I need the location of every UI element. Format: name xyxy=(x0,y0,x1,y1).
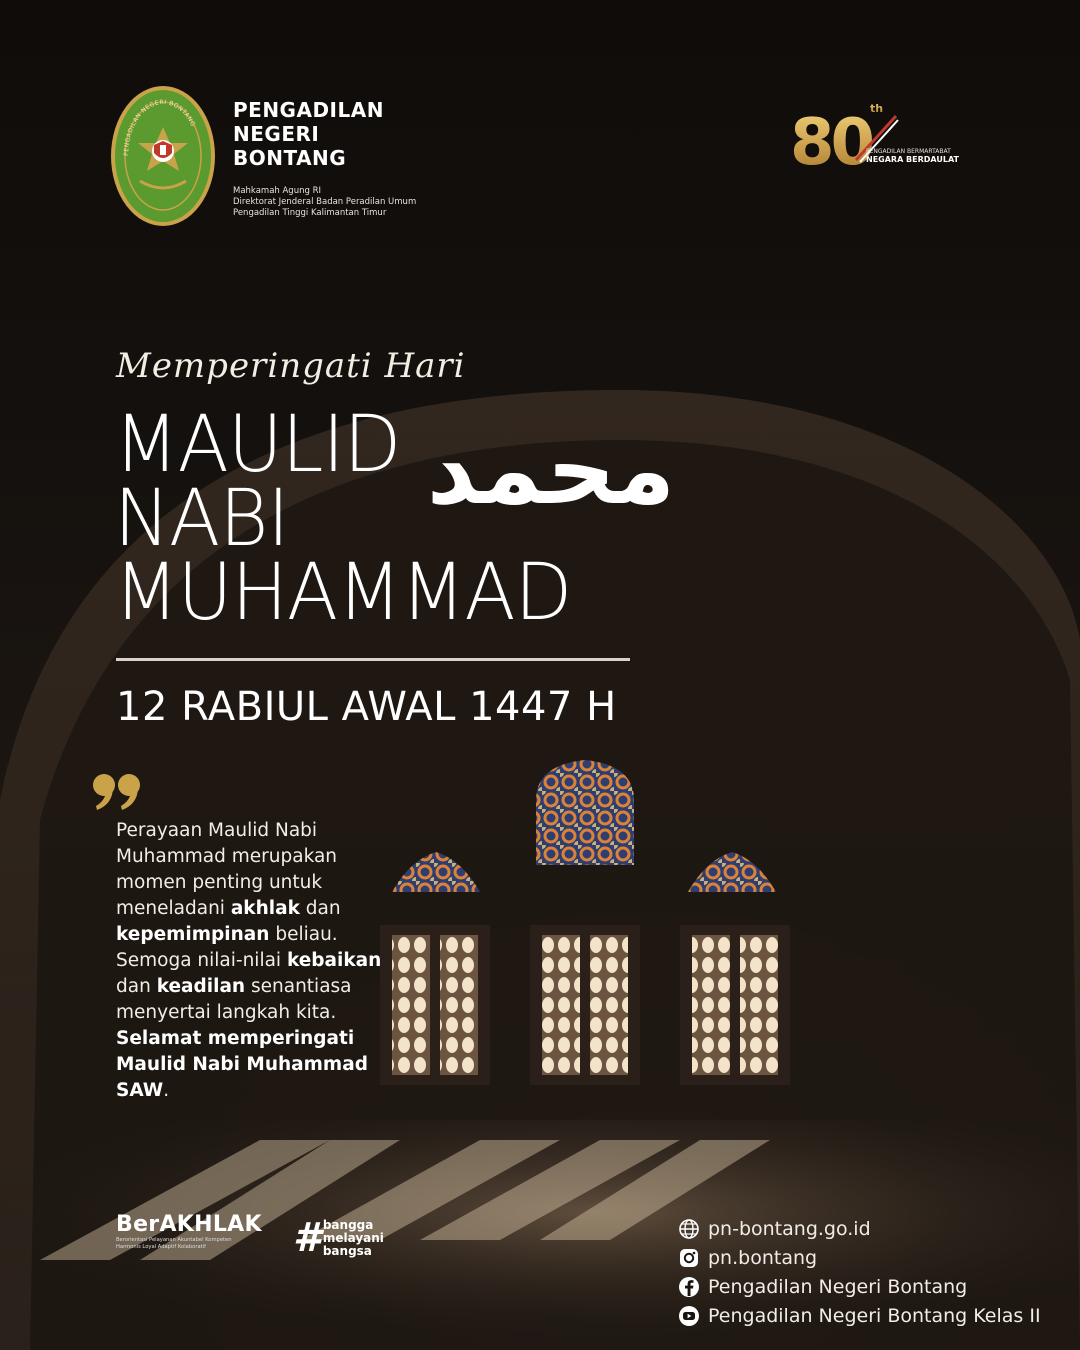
org-name-line2: NEGERI xyxy=(233,122,320,146)
anniversary-line1: PENGADILAN BERMARTABAT xyxy=(866,148,951,155)
contact-instagram[interactable] xyxy=(678,1243,1041,1272)
anniversary-number: 80 xyxy=(790,106,872,180)
bangga-word2: melayani xyxy=(322,1230,384,1245)
title-divider xyxy=(116,658,630,661)
contact-website[interactable] xyxy=(678,1214,1041,1243)
quote-bold-keadilan: keadilan xyxy=(156,976,246,997)
quote-bold-kebaikan: kebaikan xyxy=(286,950,382,971)
quote-text xyxy=(116,818,406,1104)
anniversary-line2: NEGARA BERDAULAT xyxy=(866,155,959,164)
globe-icon xyxy=(678,1218,700,1240)
court-emblem-logo xyxy=(110,85,216,227)
quote-t6: . xyxy=(163,1080,170,1101)
quote-t1: Perayaan Maulid Nabi Muhammad merupakan momen penting untuk meneladani xyxy=(116,820,338,919)
org-name-line1: PENGADILAN xyxy=(233,98,384,122)
quote-bold-akhlak: akhlak xyxy=(230,898,300,919)
org-sub-line1: Mahkamah Agung RI xyxy=(233,186,321,196)
right-stained-window xyxy=(688,852,776,892)
contact-facebook-label: Pengadilan Negeri Bontang xyxy=(708,1275,968,1298)
center-lattice-window xyxy=(530,925,640,1085)
contact-list xyxy=(678,1214,1041,1330)
contact-facebook[interactable] xyxy=(678,1272,1041,1301)
quote-t2: dan xyxy=(299,898,341,919)
anniversary-80-badge xyxy=(790,98,965,180)
muhammad-calligraphy xyxy=(426,395,676,535)
anniversary-suffix: th xyxy=(870,102,884,115)
logo-ring-text: PENGADILAN NEGERI BONTANG xyxy=(122,98,197,157)
calligraphy-text: محمد xyxy=(426,414,676,526)
facebook-icon xyxy=(678,1276,700,1298)
org-sub-line2: Direktorat Jenderal Badan Peradilan Umum xyxy=(233,197,417,207)
main-title-line3: MUHAMMAD xyxy=(114,548,572,638)
quote-t3: beliau. Semoga nilai-nilai xyxy=(116,924,338,971)
berakhlak-subtitle xyxy=(116,1237,266,1251)
main-title-line2: NABI xyxy=(114,474,289,564)
contact-website-label: pn-bontang.go.id xyxy=(708,1217,871,1240)
berakhlak-sub1: Berorientasi Pelayanan Akuntabel Kompeten xyxy=(116,1237,232,1243)
org-name-line3: BONTANG xyxy=(233,146,347,170)
org-sub-line3: Pengadilan Tinggi Kalimantan Timur xyxy=(233,208,387,218)
hashtag-icon: # xyxy=(293,1215,321,1261)
berakhlak-title: BerAKHLAK xyxy=(116,1212,262,1237)
quote-t4: dan xyxy=(116,976,157,997)
hijri-date: 12 RABIUL AWAL 1447 H xyxy=(116,684,617,730)
script-title: Memperingati Hari xyxy=(116,346,466,386)
contact-instagram-label: pn.bontang xyxy=(708,1246,818,1269)
instagram-icon xyxy=(678,1247,700,1269)
berakhlak-sub2: Harmonis Loyal Adaptif Kolaboratif xyxy=(116,1244,206,1250)
center-stained-window xyxy=(536,760,634,865)
bangga-word1: bangga xyxy=(322,1217,374,1232)
bangga-melayani-bangsa-logo xyxy=(293,1215,384,1261)
contact-youtube[interactable] xyxy=(678,1301,1041,1330)
bangga-words xyxy=(323,1219,384,1258)
quote-t5: senantiasa menyertai langkah kita. xyxy=(116,976,352,1023)
contact-youtube-label: Pengadilan Negeri Bontang Kelas II xyxy=(708,1304,1041,1327)
youtube-icon xyxy=(678,1305,700,1327)
berakhlak-logo xyxy=(116,1212,266,1251)
org-name xyxy=(233,98,384,170)
quote-bold-kepemimpinan: kepemimpinan xyxy=(116,924,270,945)
right-lattice-window xyxy=(680,925,790,1085)
quote-icon xyxy=(92,772,144,812)
mosque-windows xyxy=(380,755,800,1095)
main-title-line1: MAULID xyxy=(114,400,401,490)
quote-bold-selamat: Selamat memperingati Maulid Nabi Muhammad SAW xyxy=(116,1028,368,1101)
org-subtitle xyxy=(233,186,416,219)
bangga-word3: bangsa xyxy=(322,1243,372,1258)
